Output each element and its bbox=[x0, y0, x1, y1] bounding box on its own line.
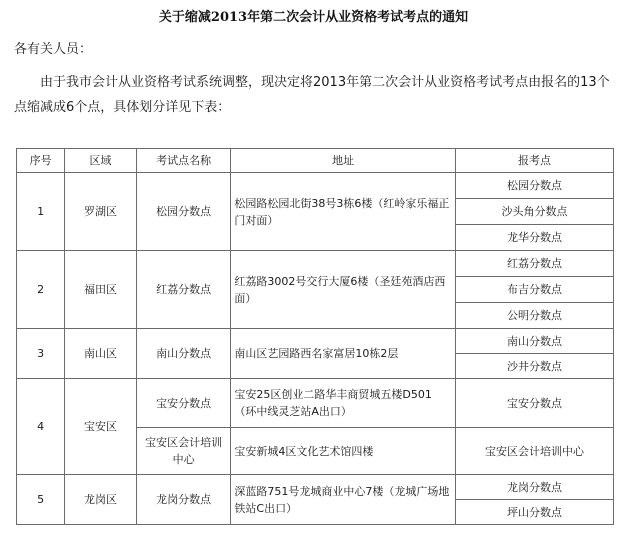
header-site-name: 考试点名称 bbox=[137, 149, 231, 172]
row-site-name: 龙岗分数点 bbox=[137, 475, 231, 524]
row-district: 福田区 bbox=[65, 251, 135, 328]
row-site-name: 南山分数点 bbox=[137, 329, 231, 378]
row-reg-point: 龙岗分数点 bbox=[456, 475, 613, 499]
header-no: 序号 bbox=[17, 149, 64, 172]
row-reg-point: 布吉分数点 bbox=[456, 277, 613, 302]
row-reg-point: 坪山分数点 bbox=[456, 500, 613, 524]
notice-title: 关于缩减2013年第二次会计从业资格考试考点的通知 bbox=[158, 10, 469, 25]
table-row bbox=[17, 251, 613, 276]
row-site-name: 宝安分数点 bbox=[137, 379, 231, 427]
row-address: 宝安25区创业二路华丰商贸城五楼D501（环中线灵芝站A出口） bbox=[231, 379, 455, 427]
row-address: 红荔路3002号交行大厦6楼（圣廷苑酒店西面） bbox=[231, 251, 455, 328]
row-no: 3 bbox=[17, 329, 64, 378]
row-address: 深蓝路751号龙城商业中心7楼（龙城广场地铁站C出口） bbox=[231, 475, 455, 524]
row-reg-point: 红荔分数点 bbox=[456, 251, 613, 276]
row-reg-point: 沙头角分数点 bbox=[456, 199, 613, 224]
row-reg-point: 宝安分数点 bbox=[456, 379, 613, 427]
header-address: 地址 bbox=[231, 149, 455, 172]
row-address: 宝安新城4区文化艺术馆四楼 bbox=[231, 428, 455, 474]
row-reg-point: 公明分数点 bbox=[456, 303, 613, 328]
greeting: 各有关人员： bbox=[14, 42, 93, 57]
exam-site-table bbox=[16, 148, 614, 525]
row-reg-point: 南山分数点 bbox=[456, 329, 613, 353]
row-district: 宝安区 bbox=[65, 379, 135, 474]
notice-paragraph: 由于我市会计从业资格考试系统调整，现决定将2013年第二次会计从业资格考试考点由报名的13个点缩减成6个点，具体划分详见下表： bbox=[14, 75, 610, 115]
row-address: 松园路松园北街38号3栋6楼（红岭家乐福正门对面） bbox=[231, 173, 455, 250]
header-reg-point: 报考点 bbox=[456, 149, 613, 172]
row-address: 南山区艺园路西名家富居10栋2层 bbox=[231, 329, 455, 378]
row-no: 1 bbox=[17, 173, 64, 250]
row-no: 4 bbox=[17, 379, 64, 474]
row-district: 龙岗区 bbox=[65, 475, 135, 524]
row-reg-point: 宝安区会计培训中心 bbox=[456, 428, 613, 474]
header-district: 区域 bbox=[65, 149, 135, 172]
row-site-name: 宝安区会计培训中心 bbox=[137, 428, 231, 474]
row-no: 5 bbox=[17, 475, 64, 524]
row-site-name: 松园分数点 bbox=[137, 173, 231, 250]
table-header-row bbox=[17, 149, 613, 172]
row-reg-point: 龙华分数点 bbox=[456, 225, 613, 250]
table-row bbox=[17, 329, 613, 353]
row-reg-point: 松园分数点 bbox=[456, 173, 613, 198]
table-row bbox=[17, 475, 613, 499]
row-district: 南山区 bbox=[65, 329, 135, 378]
row-district: 罗湖区 bbox=[65, 173, 135, 250]
row-site-name: 红荔分数点 bbox=[137, 251, 231, 328]
row-no: 2 bbox=[17, 251, 64, 328]
row-reg-point: 沙井分数点 bbox=[456, 354, 613, 378]
table-row bbox=[17, 379, 613, 427]
table-row bbox=[17, 173, 613, 198]
